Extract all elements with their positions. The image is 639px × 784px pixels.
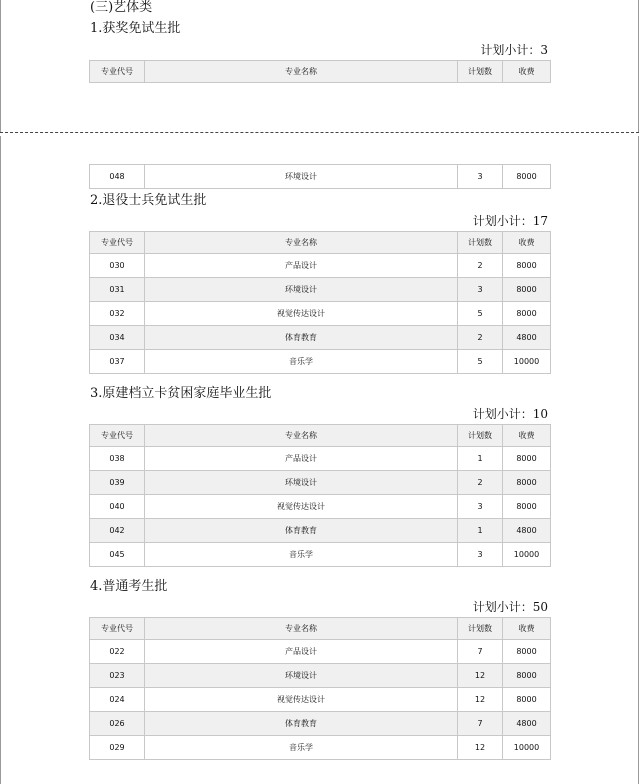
cell-plan: 12: [458, 664, 503, 688]
cell-code: 024: [90, 688, 145, 712]
cell-fee: 10000: [503, 350, 551, 374]
cell-name: 环境设计: [145, 165, 458, 189]
cell-name: 音乐学: [145, 543, 458, 567]
table-row: [90, 640, 551, 664]
table-row: [90, 471, 551, 495]
cell-name: 环境设计: [145, 278, 458, 302]
table-row: [90, 278, 551, 302]
cell-name: 视觉传达设计: [145, 688, 458, 712]
batch1-header-table: [89, 60, 551, 83]
batch2-subtotal: 计划小计：17: [472, 214, 548, 228]
cell-fee: 10000: [503, 736, 551, 760]
cell-code: 040: [90, 495, 145, 519]
table-row: [90, 519, 551, 543]
cell-fee: 8000: [503, 471, 551, 495]
table-row: [90, 302, 551, 326]
cell-plan: 5: [458, 350, 503, 374]
cell-code: 038: [90, 447, 145, 471]
cell-plan: 3: [458, 165, 503, 189]
cell-plan: 1: [458, 447, 503, 471]
header-code: 专业代号: [90, 425, 145, 447]
cell-plan: 2: [458, 254, 503, 278]
table-row: [90, 543, 551, 567]
batch3-subtotal: 计划小计：10: [472, 407, 548, 421]
cell-plan: 12: [458, 688, 503, 712]
header-code: 专业代号: [90, 618, 145, 640]
cell-plan: 2: [458, 471, 503, 495]
batch4-table: [89, 617, 551, 760]
cell-fee: 8000: [503, 254, 551, 278]
batch3-table: [89, 424, 551, 567]
batch1-title: 1.获奖免试生批: [90, 21, 181, 36]
cell-code: 029: [90, 736, 145, 760]
cell-code: 034: [90, 326, 145, 350]
table-row: [90, 165, 551, 189]
header-name: 专业名称: [145, 618, 458, 640]
table-row: [90, 688, 551, 712]
header-fee: 收费: [503, 232, 551, 254]
cell-plan: 2: [458, 326, 503, 350]
cell-code: 048: [90, 165, 145, 189]
header-fee: 收费: [503, 61, 551, 83]
batch1-subtotal: 计划小计：3: [480, 43, 548, 57]
cell-fee: 4800: [503, 519, 551, 543]
cell-name: 音乐学: [145, 736, 458, 760]
cell-name: 体育教育: [145, 712, 458, 736]
cell-fee: 4800: [503, 326, 551, 350]
cell-plan: 3: [458, 278, 503, 302]
cell-name: 视觉传达设计: [145, 302, 458, 326]
cell-plan: 1: [458, 519, 503, 543]
cell-code: 026: [90, 712, 145, 736]
batch2-table: [89, 231, 551, 374]
cell-name: 产品设计: [145, 254, 458, 278]
table-row: [90, 664, 551, 688]
cell-code: 037: [90, 350, 145, 374]
cell-fee: 4800: [503, 712, 551, 736]
cell-plan: 7: [458, 712, 503, 736]
cell-code: 023: [90, 664, 145, 688]
header-plan: 计划数: [458, 425, 503, 447]
header-fee: 收费: [503, 425, 551, 447]
cell-fee: 8000: [503, 688, 551, 712]
table-row: [90, 712, 551, 736]
batch3-title: 3.原建档立卡贫困家庭毕业生批: [90, 386, 272, 401]
header-plan: 计划数: [458, 232, 503, 254]
header-plan: 计划数: [458, 618, 503, 640]
cell-fee: 8000: [503, 640, 551, 664]
cell-name: 环境设计: [145, 471, 458, 495]
cell-fee: 8000: [503, 165, 551, 189]
cell-plan: 3: [458, 495, 503, 519]
cell-fee: 8000: [503, 447, 551, 471]
cell-code: 022: [90, 640, 145, 664]
cell-name: 音乐学: [145, 350, 458, 374]
cell-code: 030: [90, 254, 145, 278]
cell-name: 体育教育: [145, 326, 458, 350]
batch4-title: 4.普通考生批: [90, 579, 168, 594]
cell-fee: 10000: [503, 543, 551, 567]
batch1-table: [89, 164, 551, 189]
header-code: 专业代号: [90, 232, 145, 254]
header-name: 专业名称: [145, 425, 458, 447]
header-plan: 计划数: [458, 61, 503, 83]
cell-plan: 3: [458, 543, 503, 567]
cell-plan: 5: [458, 302, 503, 326]
cell-fee: 8000: [503, 302, 551, 326]
cell-code: 031: [90, 278, 145, 302]
cell-code: 039: [90, 471, 145, 495]
cell-plan: 7: [458, 640, 503, 664]
batch2-title: 2.退役士兵免试生批: [90, 193, 207, 208]
header-fee: 收费: [503, 618, 551, 640]
cell-fee: 8000: [503, 495, 551, 519]
batch4-subtotal: 计划小计：50: [472, 600, 548, 614]
cell-fee: 8000: [503, 664, 551, 688]
table-row: [90, 736, 551, 760]
cell-name: 体育教育: [145, 519, 458, 543]
table-row: [90, 326, 551, 350]
table-row: [90, 350, 551, 374]
cell-name: 环境设计: [145, 664, 458, 688]
header-name: 专业名称: [145, 232, 458, 254]
cell-code: 042: [90, 519, 145, 543]
cell-name: 产品设计: [145, 640, 458, 664]
table-row: [90, 254, 551, 278]
cell-code: 045: [90, 543, 145, 567]
header-name: 专业名称: [145, 61, 458, 83]
cell-name: 产品设计: [145, 447, 458, 471]
header-code: 专业代号: [90, 61, 145, 83]
cell-name: 视觉传达设计: [145, 495, 458, 519]
table-row: [90, 447, 551, 471]
cell-code: 032: [90, 302, 145, 326]
cell-fee: 8000: [503, 278, 551, 302]
section-title: (三)艺体类: [90, 0, 153, 15]
cell-plan: 12: [458, 736, 503, 760]
table-row: [90, 495, 551, 519]
page-break-line: [0, 132, 639, 133]
